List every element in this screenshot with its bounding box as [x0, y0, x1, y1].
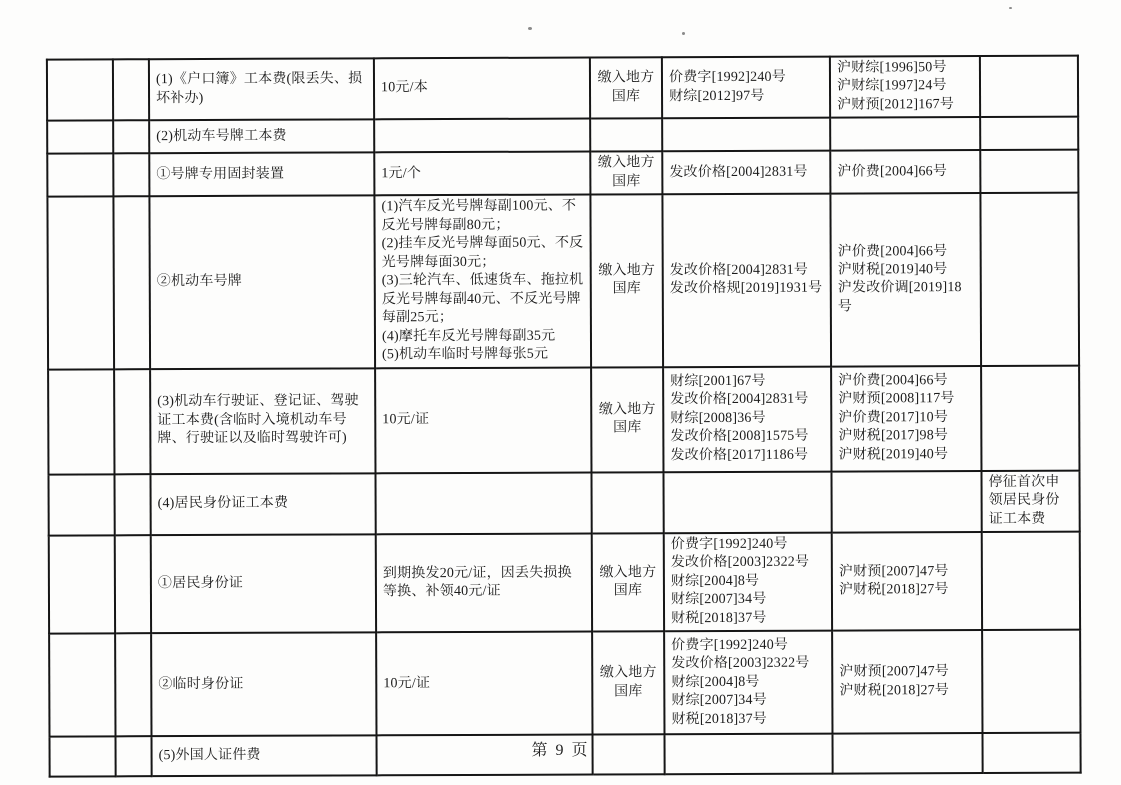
cell-policy-doc: 发改价格[2004]2831号: [662, 151, 830, 195]
cell-spacer: [115, 535, 151, 633]
cell-treasury: 缴入地方 国库: [592, 632, 664, 735]
cell-note: [980, 56, 1078, 118]
cell-fee-standard: 10元/本: [374, 57, 590, 119]
cell-note: [981, 365, 1079, 470]
cell-spacer: [47, 154, 113, 197]
cell-policy-doc: [663, 471, 831, 533]
cell-policy-doc: 价费字[1992]240号 财综[2012]97号: [662, 57, 830, 119]
cell-spacer: [114, 474, 150, 536]
table-row: [49, 630, 1080, 737]
cell-treasury: [590, 119, 662, 152]
table-row: [47, 150, 1078, 197]
cell-policy-doc: 价费字[1992]240号 发改价格[2003]2322号 财综[2004]8号 财综[2007]34号 财税[2018]37号: [664, 631, 832, 735]
cell-fee-standard: 到期换发20元/证，因丢失损换等换、补领40元/证: [376, 533, 592, 632]
cell-local-doc: 沪价费[2004]66号: [830, 150, 980, 194]
cell-item: ①居民身份证: [151, 534, 376, 633]
cell-treasury: [591, 472, 663, 534]
table-row: [48, 365, 1079, 474]
cell-note: [980, 193, 1079, 366]
cell-fee-standard: [375, 472, 591, 534]
cell-policy-doc: [662, 118, 830, 152]
cell-local-doc: [830, 117, 980, 151]
cell-policy-doc: 价费字[1992]240号 发改价格[2003]2322号 财综[2004]8号 财综[2007]34号 财税[2018]37号: [664, 533, 832, 632]
cell-treasury: 缴入地方 国库: [590, 152, 662, 195]
scanned-fee-table-region: [46, 55, 1082, 778]
cell-item: ②机动车号牌: [149, 196, 375, 369]
scan-artifact: [682, 32, 685, 35]
table-row: [47, 193, 1079, 369]
cell-note: [980, 117, 1078, 150]
table-row: [49, 532, 1080, 634]
cell-item: (3)机动车行驶证、登记证、驾驶证工本费(含临时入境机动车号牌、行驶证以及临时驾驶许可): [150, 368, 375, 474]
cell-spacer: [48, 369, 114, 474]
cell-note: [980, 150, 1078, 193]
cell-item: ①号牌专用固封装置: [149, 153, 374, 197]
table-row: [47, 117, 1078, 154]
cell-fee-standard: 1元/个: [374, 152, 590, 196]
cell-item: (2)机动车号牌工本费: [149, 120, 374, 154]
cell-policy-doc: 发改价格[2004]2831号 发改价格规[2019]1931号: [662, 194, 831, 367]
cell-spacer: [48, 474, 114, 536]
table-row: [47, 56, 1078, 121]
cell-fee-standard: (1)汽车反光号牌每副100元、不反光号牌每副80元； (2)挂车反光号牌每面50元、不反光号牌每面30元； (3)三轮汽车、低速货车、拖拉机反光号牌每副40元、不反光号牌每副25元； (4)摩托车反光号牌每副35元 (5)机动车临时号牌每张5元: [374, 195, 591, 368]
cell-treasury: 缴入地方 国库: [592, 533, 664, 632]
cell-item: (5)外国人证件费: [152, 736, 377, 777]
cell-fee-standard: 10元/证: [375, 367, 591, 473]
cell-note: [982, 630, 1080, 733]
cell-fee-standard: 10元/证: [376, 632, 592, 736]
fee-schedule-table: [46, 55, 1082, 778]
cell-spacer: [47, 197, 114, 369]
cell-spacer: [115, 634, 151, 737]
scan-artifact: [528, 27, 532, 30]
cell-fee-standard: [374, 119, 590, 153]
cell-spacer: [114, 369, 150, 474]
cell-treasury: 缴入地方 国库: [590, 57, 662, 119]
cell-spacer: [113, 59, 149, 121]
cell-local-doc: [831, 471, 981, 533]
cell-note: 停征首次申领居民身份证工本费: [981, 470, 1079, 532]
cell-local-doc: 沪财预[2007]47号 沪财税[2018]27号: [832, 630, 982, 734]
table-row: [48, 470, 1079, 535]
cell-spacer: [49, 634, 115, 737]
cell-item: (4)居民身份证工本费: [150, 473, 375, 535]
cell-treasury: 缴入地方 国库: [591, 367, 663, 472]
cell-spacer: [49, 535, 115, 634]
cell-local-doc: 沪财综[1996]50号 沪财综[1997]24号 沪财预[2012]167号: [830, 56, 980, 118]
page-number-footer: 第 9 页: [531, 742, 590, 759]
cell-local-doc: 沪财预[2007]47号 沪财税[2018]27号: [832, 532, 982, 631]
cell-local-doc: 沪价费[2004]66号 沪财预[2008]117号 沪价费[2017]10号 沪财税[2017]98号 沪财税[2019]40号: [831, 366, 981, 472]
cell-spacer: [47, 121, 113, 154]
cell-spacer: [113, 154, 149, 197]
cell-item: ②临时身份证: [151, 633, 376, 737]
cell-spacer: [113, 121, 149, 154]
cell-treasury: 缴入地方 国库: [590, 195, 663, 367]
cell-policy-doc: 财综[2001]67号 发改价格[2004]2831号 财综[2008]36号 发改价格[2008]1575号 发改价格[2017]1186号: [663, 366, 831, 472]
scan-artifact: [1009, 7, 1012, 9]
cell-spacer: [47, 59, 113, 121]
cell-local-doc: 沪价费[2004]66号 沪财税[2019]40号 沪发改价调[2019]18号: [830, 193, 981, 366]
cell-spacer: [113, 197, 150, 369]
cell-item: (1)《户口簿》工本费(限丢失、损坏补办): [149, 58, 374, 120]
cell-note: [982, 532, 1080, 631]
